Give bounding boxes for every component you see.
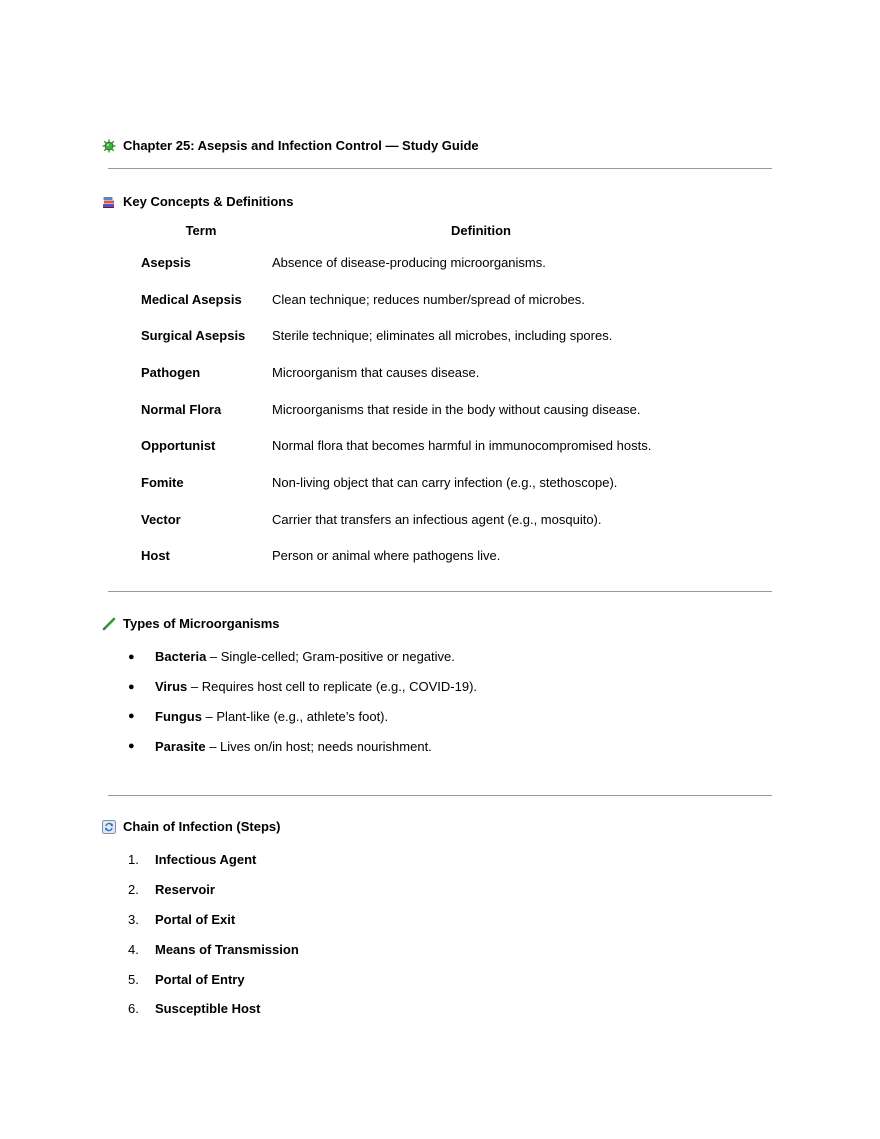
definition-cell: Microorganisms that reside in the body without causing disease. — [272, 401, 641, 417]
chain-steps-list — [128, 845, 299, 1024]
table-row — [130, 317, 690, 354]
cycle-arrows-icon — [102, 820, 116, 834]
step-number: 4. — [128, 941, 139, 957]
list-item — [128, 994, 299, 1024]
definition-cell: Carrier that transfers an infectious agent (e.g., mosquito). — [272, 511, 602, 527]
definitions-heading-text: Key Concepts & Definitions — [123, 194, 294, 209]
divider — [108, 795, 772, 796]
step-label: Portal of Entry — [155, 971, 245, 987]
definition-cell: Microorganism that causes disease. — [272, 364, 480, 380]
step-label: Portal of Exit — [155, 911, 236, 927]
item-name: Bacteria — [155, 649, 207, 665]
step-number: 6. — [128, 1001, 139, 1017]
term-cell: Surgical Asepsis — [141, 328, 246, 344]
green-virus-icon — [102, 139, 116, 153]
list-item — [128, 934, 299, 964]
step-label: Susceptible Host — [155, 1001, 261, 1017]
item-name: Parasite — [155, 738, 206, 754]
definition-cell: Person or animal where pathogens live. — [272, 548, 501, 564]
table-row — [130, 281, 690, 318]
term-cell: Host — [141, 548, 170, 564]
table-row — [130, 354, 690, 391]
term-cell: Medical Asepsis — [141, 291, 242, 307]
term-cell: Vector — [141, 511, 181, 527]
page-title — [102, 138, 479, 153]
term-cell: Asepsis — [141, 254, 191, 270]
divider — [108, 168, 772, 169]
column-header-definition: Definition — [451, 222, 511, 238]
step-label: Means of Transmission — [155, 941, 299, 957]
bullet: ● — [128, 740, 135, 753]
chain-heading-text: Chain of Infection (Steps) — [123, 819, 281, 834]
step-label: Reservoir — [155, 882, 215, 898]
bullet: ● — [128, 680, 135, 693]
step-label: Infectious Agent — [155, 852, 257, 868]
table-header-row — [130, 216, 690, 244]
list-item — [128, 731, 477, 761]
divider — [108, 591, 772, 592]
list-item — [128, 875, 299, 905]
item-name: Fungus — [155, 708, 202, 724]
table-row — [130, 391, 690, 428]
bullet: ● — [128, 710, 135, 723]
item-name: Virus — [155, 679, 188, 695]
term-cell: Normal Flora — [141, 401, 222, 417]
item-desc: – Requires host cell to replicate (e.g., COVID-19). — [187, 679, 478, 695]
table-row — [130, 427, 690, 464]
definition-cell: Non-living object that can carry infection (e.g., stethoscope). — [272, 474, 618, 490]
microorganisms-heading — [102, 616, 280, 631]
green-pencil-icon — [102, 617, 116, 631]
bullet: ● — [128, 650, 135, 663]
definition-cell: Sterile technique; eliminates all microbes, including spores. — [272, 328, 613, 344]
table-row — [130, 244, 690, 281]
list-item — [128, 905, 299, 935]
list-item — [128, 964, 299, 994]
list-item — [128, 845, 299, 875]
definition-cell: Absence of disease-producing microorganisms. — [272, 254, 546, 270]
term-cell: Pathogen — [141, 364, 201, 380]
item-desc: – Plant-like (e.g., athlete’s foot). — [201, 708, 389, 724]
microorganisms-list — [128, 642, 477, 761]
list-item — [128, 642, 477, 672]
term-cell: Opportunist — [141, 438, 216, 454]
microorganisms-heading-text: Types of Microorganisms — [123, 616, 280, 631]
table-row — [130, 501, 690, 538]
definition-cell: Normal flora that becomes harmful in immunocompromised hosts. — [272, 438, 652, 454]
definitions-heading — [102, 194, 293, 209]
item-desc: – Single-celled; Gram-positive or negative. — [206, 649, 455, 665]
list-item — [128, 702, 477, 732]
item-desc: – Lives on/in host; needs nourishment. — [205, 738, 432, 754]
step-number: 1. — [128, 852, 139, 868]
column-header-term: Term — [185, 222, 217, 238]
table-row — [130, 538, 690, 575]
chain-heading — [102, 819, 280, 834]
definition-cell: Clean technique; reduces number/spread of microbes. — [272, 291, 585, 307]
books-icon — [102, 195, 116, 209]
step-number: 2. — [128, 882, 139, 898]
table-row — [130, 464, 690, 501]
page-title-text: Chapter 25: Asepsis and Infection Control — Study Guide — [123, 138, 479, 153]
term-cell: Fomite — [141, 474, 184, 490]
step-number: 5. — [128, 971, 139, 987]
list-item — [128, 672, 477, 702]
step-number: 3. — [128, 911, 139, 927]
definitions-table — [130, 216, 690, 574]
